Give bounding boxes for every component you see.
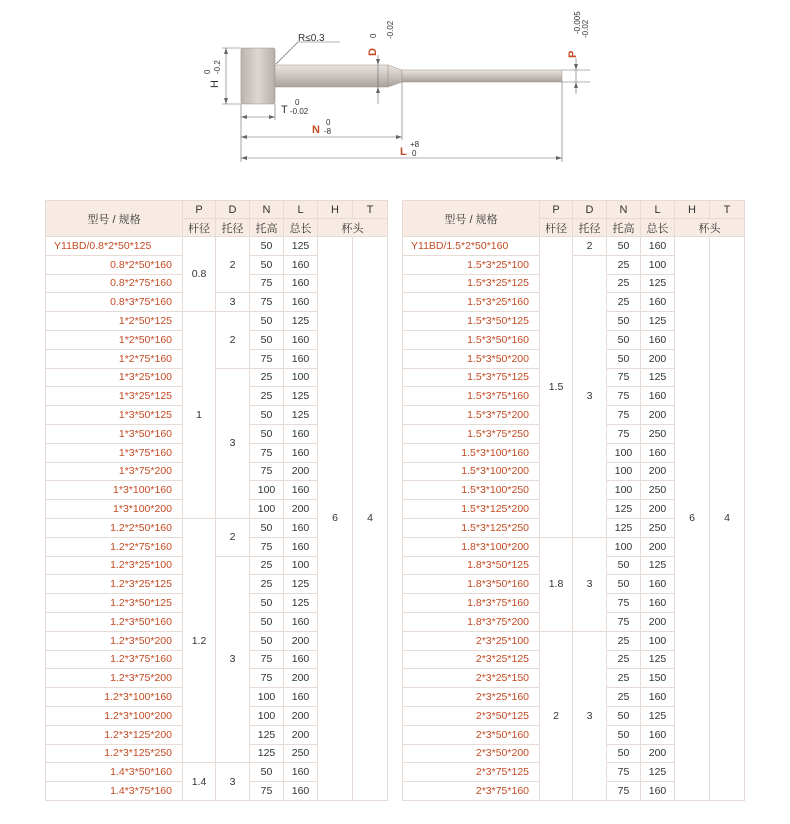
n-cell: 25 (607, 255, 641, 274)
n-cell: 25 (250, 387, 284, 406)
n-cell: 50 (250, 763, 284, 782)
l-cell: 200 (641, 537, 675, 556)
header-p-sub: 杆径 (183, 219, 216, 237)
h-upper: 0 (203, 69, 212, 74)
model-cell: 1.2*3*100*200 (46, 706, 183, 725)
header-l: L (641, 201, 675, 219)
l-cell: 125 (284, 406, 318, 425)
l-cell: 125 (641, 312, 675, 331)
l-cell: 160 (284, 330, 318, 349)
t-label: T (281, 104, 288, 116)
header-d-sub: 托径 (573, 219, 607, 237)
l-cell: 160 (641, 330, 675, 349)
l-cell: 125 (284, 237, 318, 256)
n-cell: 125 (607, 500, 641, 519)
l-cell: 200 (641, 744, 675, 763)
model-cell: 1*3*75*200 (46, 462, 183, 481)
n-cell: 75 (250, 274, 284, 293)
header-row (46, 201, 388, 219)
l-cell: 160 (284, 650, 318, 669)
p-lower: -0.02 (581, 19, 590, 38)
n-cell: 50 (607, 330, 641, 349)
l-cell: 160 (641, 594, 675, 613)
model-cell: 1*2*50*125 (46, 312, 183, 331)
model-cell: 1.2*3*75*200 (46, 669, 183, 688)
model-cell: 2*3*25*160 (403, 688, 540, 707)
n-cell: 100 (250, 500, 284, 519)
model-cell: Y11BD/0.8*2*50*125 (46, 237, 183, 256)
model-cell: 1.2*2*75*160 (46, 537, 183, 556)
t-cell: 4 (353, 237, 388, 801)
n-cell: 50 (250, 518, 284, 537)
model-cell: 1.8*3*75*160 (403, 594, 540, 613)
model-cell: 1.8*3*50*125 (403, 556, 540, 575)
l-cell: 250 (641, 481, 675, 500)
d-cell: 3 (216, 293, 250, 312)
l-cell: 200 (284, 500, 318, 519)
model-cell: 1.5*3*50*125 (403, 312, 540, 331)
l-cell: 125 (641, 556, 675, 575)
model-cell: 2*3*50*125 (403, 706, 540, 725)
model-cell: 1.5*3*25*125 (403, 274, 540, 293)
model-cell: 0.8*3*75*160 (46, 293, 183, 312)
h-cell: 6 (318, 237, 353, 801)
l-cell: 125 (641, 368, 675, 387)
header-l-sub: 总长 (641, 219, 675, 237)
n-cell: 50 (250, 406, 284, 425)
l-lower: 0 (412, 149, 417, 158)
n-cell: 75 (607, 387, 641, 406)
model-cell: 1.2*3*50*160 (46, 612, 183, 631)
model-cell: 1.8*3*100*200 (403, 537, 540, 556)
n-cell: 25 (607, 274, 641, 293)
l-cell: 125 (284, 594, 318, 613)
n-cell: 25 (607, 669, 641, 688)
d-cell: 3 (216, 368, 250, 518)
model-cell: 1.5*3*100*200 (403, 462, 540, 481)
model-cell: 1.2*3*75*160 (46, 650, 183, 669)
model-cell: 2*3*75*125 (403, 763, 540, 782)
l-cell: 100 (641, 631, 675, 650)
l-cell: 160 (284, 688, 318, 707)
n-cell: 100 (250, 481, 284, 500)
n-cell: 75 (250, 462, 284, 481)
n-cell: 50 (250, 312, 284, 331)
model-cell: 1.2*3*50*125 (46, 594, 183, 613)
t-upper: 0 (295, 98, 300, 107)
h-cell: 6 (675, 237, 710, 801)
model-cell: 1.4*3*50*160 (46, 763, 183, 782)
n-cell: 125 (250, 725, 284, 744)
model-cell: 1.4*3*75*160 (46, 782, 183, 801)
header-t: T (353, 201, 388, 219)
p-cell: 1.5 (540, 237, 573, 538)
n-cell: 75 (607, 406, 641, 425)
d-cell: 2 (216, 312, 250, 368)
l-cell: 160 (641, 782, 675, 801)
n-cell: 50 (250, 237, 284, 256)
n-cell: 50 (250, 330, 284, 349)
model-cell: 1.5*3*100*250 (403, 481, 540, 500)
l-cell: 160 (284, 255, 318, 274)
p-upper: -0.005 (573, 11, 582, 34)
l-cell: 200 (641, 500, 675, 519)
model-cell: 1.5*3*25*160 (403, 293, 540, 312)
l-cell: 160 (284, 518, 318, 537)
n-cell: 25 (607, 631, 641, 650)
model-cell: 2*3*25*100 (403, 631, 540, 650)
header-n-sub: 托高 (250, 219, 284, 237)
n-cell: 75 (250, 443, 284, 462)
n-cell: 50 (250, 424, 284, 443)
header-n: N (250, 201, 284, 219)
l-cell: 100 (284, 556, 318, 575)
n-cell: 100 (250, 706, 284, 725)
model-cell: 0.8*2*75*160 (46, 274, 183, 293)
model-cell: 2*3*25*150 (403, 669, 540, 688)
p-cell: 1 (183, 312, 216, 519)
n-cell: 100 (607, 537, 641, 556)
model-cell: 1.5*3*50*160 (403, 330, 540, 349)
l-cell: 250 (641, 518, 675, 537)
model-cell: 1.5*3*50*200 (403, 349, 540, 368)
n-cell: 25 (607, 688, 641, 707)
model-cell: 1.5*3*75*200 (403, 406, 540, 425)
n-cell: 50 (607, 575, 641, 594)
model-cell: 1.2*3*125*200 (46, 725, 183, 744)
header-model: 型号 / 规格 (46, 201, 183, 237)
n-cell: 50 (250, 255, 284, 274)
n-cell: 75 (250, 537, 284, 556)
header-t: T (710, 201, 745, 219)
l-cell: 125 (641, 763, 675, 782)
model-cell: 1*3*25*100 (46, 368, 183, 387)
l-cell: 160 (641, 387, 675, 406)
p-label: P (567, 50, 579, 58)
header-p-sub: 杆径 (540, 219, 573, 237)
header-h: H (675, 201, 710, 219)
l-cell: 200 (284, 706, 318, 725)
model-cell: 2*3*50*200 (403, 744, 540, 763)
l-cell: 200 (641, 406, 675, 425)
l-cell: 200 (641, 349, 675, 368)
l-cell: 125 (284, 312, 318, 331)
model-cell: 1*3*25*125 (46, 387, 183, 406)
header-n: N (607, 201, 641, 219)
n-cell: 75 (607, 594, 641, 613)
model-cell: 1.2*3*125*250 (46, 744, 183, 763)
d-lower: -0.02 (386, 20, 395, 39)
l-cell: 250 (641, 424, 675, 443)
model-cell: 1.5*3*75*125 (403, 368, 540, 387)
header-p: P (540, 201, 573, 219)
pin-body (241, 48, 562, 104)
d-cell: 3 (573, 631, 607, 800)
model-cell: 1*3*50*160 (46, 424, 183, 443)
n-cell: 75 (607, 782, 641, 801)
l-cell: 160 (641, 575, 675, 594)
l-cell: 125 (641, 706, 675, 725)
n-label: N (312, 124, 320, 136)
d-cell: 3 (216, 556, 250, 763)
h-lower: -0.2 (213, 60, 222, 74)
model-cell: 2*3*50*160 (403, 725, 540, 744)
d-cell: 3 (573, 537, 607, 631)
model-cell: 1.2*3*50*200 (46, 631, 183, 650)
n-cell: 75 (607, 763, 641, 782)
n-cell: 75 (250, 669, 284, 688)
model-cell: 1.2*3*100*160 (46, 688, 183, 707)
header-model: 型号 / 规格 (403, 201, 540, 237)
table-row (403, 237, 745, 256)
n-cell: 75 (607, 424, 641, 443)
n-cell: 125 (250, 744, 284, 763)
model-cell: 1.5*3*25*100 (403, 255, 540, 274)
n-upper: 0 (326, 118, 331, 127)
n-cell: 50 (250, 631, 284, 650)
header-n-sub: 托高 (607, 219, 641, 237)
l-cell: 100 (641, 255, 675, 274)
n-cell: 75 (607, 368, 641, 387)
table-row (46, 237, 388, 256)
n-cell: 50 (607, 744, 641, 763)
d-cell: 2 (573, 237, 607, 256)
l-cell: 200 (284, 631, 318, 650)
l-cell: 160 (284, 443, 318, 462)
n-cell: 50 (607, 706, 641, 725)
l-cell: 200 (284, 669, 318, 688)
n-cell: 75 (607, 612, 641, 631)
header-ht-sub: 杯头 (318, 219, 388, 237)
n-cell: 100 (607, 481, 641, 500)
n-cell: 75 (250, 782, 284, 801)
n-cell: 75 (250, 293, 284, 312)
l-cell: 160 (641, 443, 675, 462)
n-cell: 100 (607, 462, 641, 481)
model-cell: 2*3*75*160 (403, 782, 540, 801)
l-cell: 200 (284, 462, 318, 481)
d-upper: 0 (369, 33, 378, 38)
n-cell: 50 (607, 556, 641, 575)
model-cell: 1.5*3*75*160 (403, 387, 540, 406)
n-cell: 100 (250, 688, 284, 707)
dimension-lines (222, 42, 590, 162)
n-cell: 25 (607, 293, 641, 312)
model-cell: 1.8*3*50*160 (403, 575, 540, 594)
model-cell: 1.5*3*125*250 (403, 518, 540, 537)
n-cell: 50 (607, 725, 641, 744)
model-cell: 1.5*3*100*160 (403, 443, 540, 462)
spec-table-right (402, 200, 745, 801)
l-cell: 160 (641, 688, 675, 707)
model-cell: Y11BD/1.5*2*50*160 (403, 237, 540, 256)
n-lower: -8 (324, 127, 332, 136)
l-cell: 160 (641, 237, 675, 256)
header-l: L (284, 201, 318, 219)
l-cell: 125 (284, 387, 318, 406)
l-label: L (400, 146, 407, 158)
l-cell: 160 (284, 293, 318, 312)
l-cell: 125 (284, 575, 318, 594)
header-d: D (216, 201, 250, 219)
model-cell: 1*3*75*160 (46, 443, 183, 462)
spec-table-left (45, 200, 388, 801)
n-cell: 50 (607, 349, 641, 368)
d-cell: 3 (216, 763, 250, 801)
header-p: P (183, 201, 216, 219)
d-cell: 2 (216, 518, 250, 556)
p-cell: 1.2 (183, 518, 216, 762)
l-cell: 160 (284, 274, 318, 293)
model-cell: 0.8*2*50*160 (46, 255, 183, 274)
model-cell: 1.2*3*25*125 (46, 575, 183, 594)
r-label: R≤0.3 (298, 33, 325, 44)
l-cell: 160 (284, 424, 318, 443)
model-cell: 1*2*50*160 (46, 330, 183, 349)
header-d-sub: 托径 (216, 219, 250, 237)
model-cell: 2*3*25*125 (403, 650, 540, 669)
l-upper: +8 (410, 140, 420, 149)
header-h: H (318, 201, 353, 219)
n-cell: 25 (250, 556, 284, 575)
n-cell: 50 (607, 237, 641, 256)
model-cell: 1*3*50*125 (46, 406, 183, 425)
n-cell: 75 (250, 650, 284, 669)
header-l-sub: 总长 (284, 219, 318, 237)
model-cell: 1.5*3*125*200 (403, 500, 540, 519)
model-cell: 1.2*2*50*160 (46, 518, 183, 537)
n-cell: 50 (250, 594, 284, 613)
model-cell: 1*2*75*160 (46, 349, 183, 368)
l-cell: 160 (641, 293, 675, 312)
n-cell: 75 (250, 349, 284, 368)
p-cell: 1.4 (183, 763, 216, 801)
l-cell: 200 (284, 725, 318, 744)
p-cell: 0.8 (183, 237, 216, 312)
model-cell: 1*3*100*160 (46, 481, 183, 500)
l-cell: 100 (284, 368, 318, 387)
l-cell: 250 (284, 744, 318, 763)
p-cell: 2 (540, 631, 573, 800)
table-body (46, 237, 388, 801)
n-cell: 125 (607, 518, 641, 537)
d-cell: 3 (573, 255, 607, 537)
header-row (403, 201, 745, 219)
d-cell: 2 (216, 237, 250, 293)
d-label: D (367, 48, 379, 56)
l-cell: 125 (641, 650, 675, 669)
l-cell: 160 (284, 612, 318, 631)
n-cell: 25 (250, 575, 284, 594)
header-ht-sub: 杯头 (675, 219, 745, 237)
model-cell: 1.8*3*75*200 (403, 612, 540, 631)
l-cell: 150 (641, 669, 675, 688)
l-cell: 160 (284, 481, 318, 500)
n-cell: 25 (250, 368, 284, 387)
t-lower: -0.02 (290, 107, 309, 116)
l-cell: 160 (284, 782, 318, 801)
ejector-pin-drawing (0, 0, 790, 190)
h-label: H (209, 80, 221, 88)
header-d: D (573, 201, 607, 219)
table-body (403, 237, 745, 801)
n-cell: 50 (607, 312, 641, 331)
l-cell: 200 (641, 462, 675, 481)
model-cell: 1*3*100*200 (46, 500, 183, 519)
l-cell: 200 (641, 612, 675, 631)
l-cell: 160 (284, 349, 318, 368)
l-cell: 125 (641, 274, 675, 293)
l-cell: 160 (284, 537, 318, 556)
n-cell: 50 (250, 612, 284, 631)
l-cell: 160 (284, 763, 318, 782)
model-cell: 1.2*3*25*100 (46, 556, 183, 575)
t-cell: 4 (710, 237, 745, 801)
n-cell: 25 (607, 650, 641, 669)
p-cell: 1.8 (540, 537, 573, 631)
n-cell: 100 (607, 443, 641, 462)
l-cell: 160 (641, 725, 675, 744)
model-cell: 1.5*3*75*250 (403, 424, 540, 443)
